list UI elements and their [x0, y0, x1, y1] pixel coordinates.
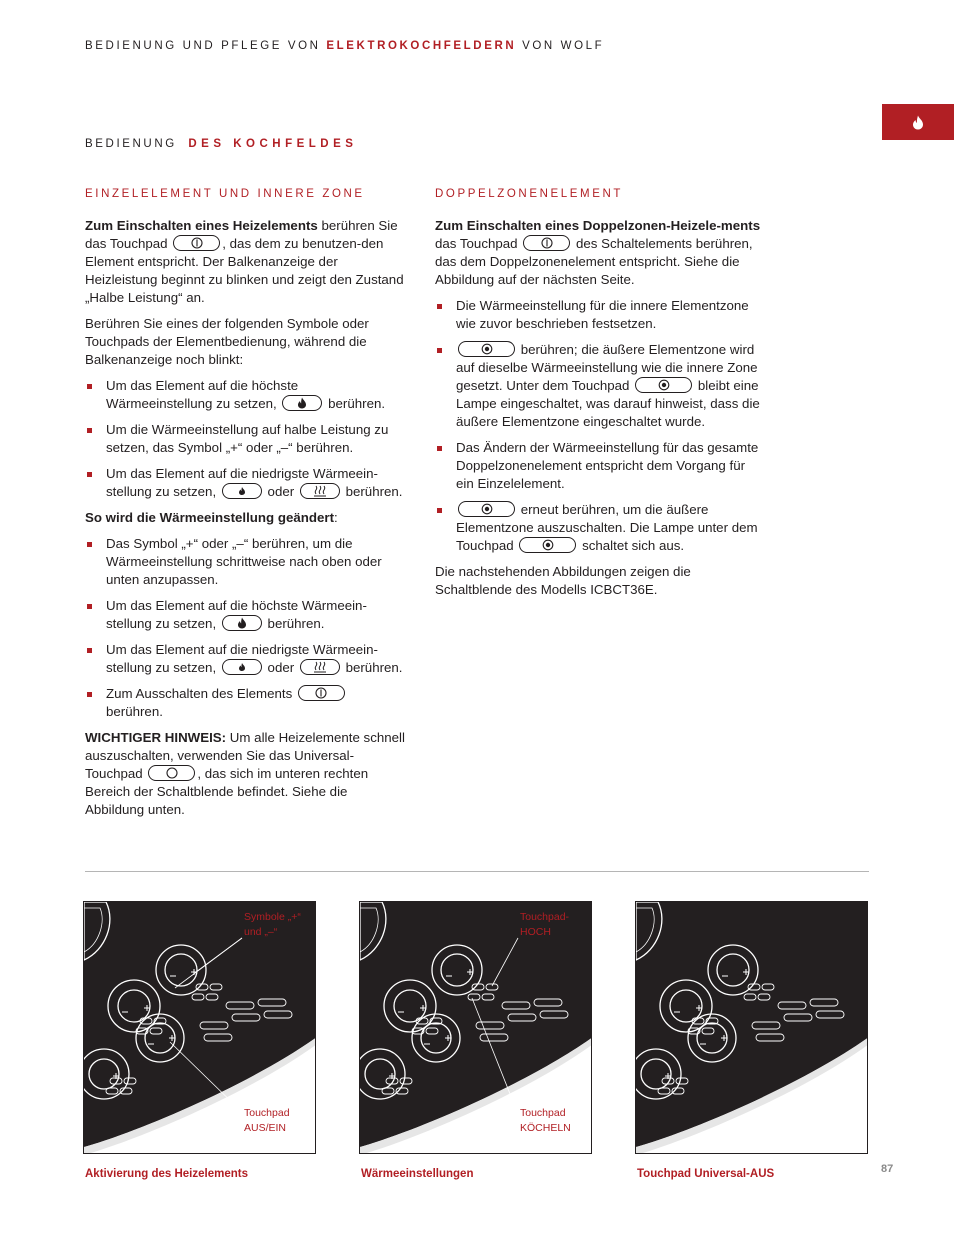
dual-zone-touchpad-icon — [519, 537, 576, 553]
left-column — [85, 185, 405, 827]
list-item: Die Wärmeeinstellung für die innere Elementzone wie zuvor beschrieben festsetzen. — [435, 297, 765, 333]
change-bullets — [85, 535, 405, 721]
dual-zone-touchpad-icon — [458, 341, 515, 357]
header-accent: ELEKTROKOCHFELDERN — [326, 40, 517, 52]
right-closing: Die nachstehenden Abbildungen zeigen die Schaltblende des Modells ICBCT36E. — [435, 564, 691, 597]
left-paragraph-1: Zum Einschalten eines Heizelements berühren Sie das Touchpad , das dem zu benutzen-den Element entspricht. Der Balkenanzeige der Heizleistung beginnt zu blinken und zeigt den Zustand „Halbe Leistung“ an. — [85, 218, 404, 305]
list-item: Um das Element auf die niedrigste Wärmeein-stellung zu setzen, oder berühren. — [85, 465, 405, 501]
header-prefix: BEDIENUNG UND PFLEGE VON — [85, 40, 321, 52]
list-item: berühren; die äußere Elementzone wird auf dieselbe Wärmeeinstellung wie die innere Zone gesetzt. Unter dem Touchpad bleibt eine Lampe eingeschaltet, was darauf hinweist, dass die äußere Elementzone eingeschaltet wurde. — [435, 341, 765, 431]
callout-plus-minus: Symbole „+“ und „–“ — [244, 911, 301, 938]
list-item: Um das Element auf die höchste Wärmeeinstellung zu setzen, berühren. — [85, 377, 405, 413]
high-flame-touchpad-icon — [282, 395, 322, 411]
list-item: Um das Element auf die niedrigste Wärmeein-stellung zu setzen, oder berühren. — [85, 641, 405, 677]
list-item: Das Ändern der Wärmeeinstellung für das gesamte Doppelzonenelement entspricht dem Vorgang für ein Einzelelement. — [435, 439, 765, 493]
list-item: Das Symbol „+“ oder „–“ berühren, um die Wärmeeinstellung schrittweise nach oben oder unten anzupassen. — [85, 535, 405, 589]
figure-universal-off — [635, 901, 868, 1154]
power-touchpad-icon — [523, 235, 570, 251]
callout-power: Touchpad AUS/EIN — [244, 1107, 290, 1134]
left-bullets — [85, 377, 405, 501]
divider — [85, 871, 869, 872]
right-heading: DOPPELZONENELEMENT — [435, 188, 624, 200]
power-touchpad-icon — [173, 235, 220, 251]
power-touchpad-icon — [298, 685, 345, 701]
figure-activation — [83, 901, 316, 1154]
list-item: erneut berühren, um die äußere Elementzone auszuschalten. Die Lampe unter dem Touchpad schaltet sich aus. — [435, 501, 765, 555]
list-item: Um die Wärmeeinstellung auf halbe Leistung zu setzen, das Symbol „+“ oder „–“ berühren. — [85, 421, 405, 457]
dual-zone-touchpad-icon — [458, 501, 515, 517]
page-header — [85, 40, 604, 52]
high-flame-touchpad-icon — [222, 615, 262, 631]
header-suffix: VON WOLF — [522, 40, 605, 52]
cooktop-illustration — [636, 902, 868, 1154]
page-number: 87 — [881, 1163, 894, 1175]
flame-icon — [912, 115, 924, 130]
list-item: Zum Ausschalten des Elements berühren. — [85, 685, 405, 721]
section-tab — [882, 104, 954, 140]
right-column — [435, 185, 765, 607]
simmer-touchpad-icon — [300, 483, 340, 499]
caption-universal-off: Touchpad Universal-AUS — [637, 1168, 775, 1180]
low-flame-touchpad-icon — [222, 483, 262, 499]
change-heading: So wird die Wärmeeinstellung geändert: — [85, 510, 338, 525]
caption-heat-settings: Wärmeeinstellungen — [361, 1168, 474, 1180]
left-heading: EINZELELEMENT UND INNERE ZONE — [85, 188, 365, 200]
left-paragraph-2: Berühren Sie eines der folgenden Symbole oder Touchpads der Elementbedienung, während die Balkenanzeige noch blinkt: — [85, 316, 369, 367]
callout-simmer: Touchpad KÖCHELN — [520, 1107, 571, 1134]
right-paragraph-1: Zum Einschalten eines Doppelzonen-Heizele-ments das Touchpad des Schaltelements berühren, das dem Doppelzonenelement entspricht. Siehe die Abbildung auf der nächsten Seite. — [435, 218, 761, 287]
dual-zone-touchpad-icon — [635, 377, 692, 393]
section-title — [85, 138, 357, 150]
universal-off-touchpad-icon — [148, 765, 195, 781]
list-item: Um das Element auf die höchste Wärmeein-stellung zu setzen, berühren. — [85, 597, 405, 633]
section-accent: DES KOCHFELDES — [188, 138, 358, 150]
low-flame-touchpad-icon — [222, 659, 262, 675]
important-note: WICHTIGER HINWEIS: Um alle Heizelemente schnell auszuschalten, verwenden Sie das Universal-Touchpad , das sich im unteren rechten Bereich der Schaltblende befindet. Siehe die Abbildung unten. — [85, 730, 405, 817]
section-prefix: BEDIENUNG — [85, 138, 177, 150]
simmer-touchpad-icon — [300, 659, 340, 675]
figure-heat-settings — [359, 901, 592, 1154]
caption-activation: Aktivierung des Heizelements — [85, 1168, 248, 1180]
callout-high: Touchpad-HOCH — [520, 911, 570, 938]
right-bullets — [435, 297, 765, 555]
